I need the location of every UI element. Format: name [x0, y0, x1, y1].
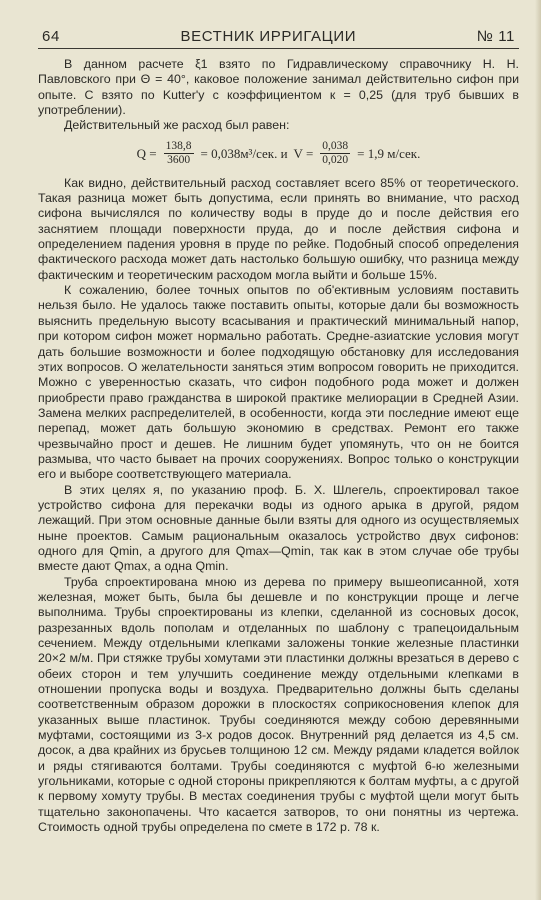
formula-q-fraction — [164, 140, 194, 167]
paragraph: В этих целях я, по указанию проф. Б. Х. Шлегель, спроектировал такое устройство сифона для перекачки воды из одного арыка в другой, рядом лежащий. При этом основные данные были взяты для одного из осуществляемых ныне проектов. Самым рациональным оказалось устройство двух сифонов: одного для Qmin, а другого для Qmax—Qmin, так как в этом случае обе трубы вместе дают Qmax, а одна Qmin. — [38, 482, 519, 574]
formula-v-numerator: 0,038 — [322, 140, 349, 153]
journal-title: ВЕСТНИК ИРРИГАЦИИ — [180, 28, 357, 45]
formula-v-denominator: 0,020 — [322, 154, 349, 167]
paragraph: К сожалению, более точных опытов по об'ективным условиям поставить нельзя было. Не удалось также поставить опыты, которые дали бы возможность выяснить предельную высоту всасывания и практический минимальный напор, при котором сифон может нормально работать. Средне-азиатские условия могут дать большие возможности и более подходящую обстановку для исследования этих вопросов. О желательности заняться этим вопросом говорить не приходится. Можно с уверенностью сказать, что сифон подобного рода может и должен приобрести право гражданства в широкой практике мелиорации в Средней Азии. Замена мелких распределителей, в особенности, когда эти последние имеют еще перепад, может дать большую экономию в средствах. Ремонт его также чрезвычайно прост и дешев. Не лишним будет упомянуть, что он не боится размыва, что часто бывает на прочих сооружениях. Вопрос только о конструкции его и выборе соответствующего материала. — [38, 283, 519, 482]
page-number: 64 — [42, 28, 60, 45]
formula-v-fraction — [320, 140, 350, 167]
issue-number: № 11 — [476, 28, 515, 45]
paragraph: Действительный же расход был равен: — [64, 118, 290, 133]
formula-q-result: = 0,038м³/сек. и — [200, 146, 288, 162]
article-body — [38, 57, 519, 836]
page-header — [38, 28, 519, 49]
formula-q-lhs: Q = — [136, 146, 157, 162]
paragraph: Как видно, действительный расход составляет всего 85% от теоретического. Такая разница может быть допустима, если принять во внимание, что расход сифона вычислялся по количеству воды в пруде до и после действия его заснятием площади поверхности пруда, до и после действия сифона и определением падения уровня в пруде по рейке. Подобный способ определения фактического расхода может дать настолько большую ошибку, что разница между фактическим и теоретическим расходом могла выйти и больше 15%. — [38, 175, 519, 282]
paragraph: В данном расчете ξ1 взято по Гидравлическому справочнику Н. Н. Павловского при Θ = 40°, каковое положение занимал действительно сифон при опыте. С взято по Kutter'у с коэффициентом к = 0,25 (для труб бывших в употреблении). — [38, 57, 519, 118]
discharge-formula — [38, 134, 519, 174]
formula-v-result: = 1,9 м/сек. — [357, 146, 421, 162]
formula-v-lhs: V = — [293, 146, 314, 162]
paragraph: Труба спроектирована мною из дерева по примеру вышеописанной, хотя железная, может быть, была бы дешевле и по конструкции проще и легче выполнима. Трубы спроектированы из клепки, сделанной из сосновых досок, разрезанных вдоль пополам и отделанных по шаблону с трапецоидальным сечением. Между отдельными клепками заложены тонкие железные пластинки 20×2 м/м. При стяжке трубы хомутами эти пластинки должны врезаться в дерево с обеих сторон и тем улучшить соединение между отдельными клепками в отношении пропуска воды и воздуха. Предварительно должны быть сделаны соответственным образом дорожки в плоскостях соприкосновения клепок для указанных выше пластинок. Трубы соединяются между собою деревянными муфтами, состоящими из 3-х родов досок. Внутренний ряд делается из 4,5 см. досок, а два крайних из брусьев толщиною 12 см. Между рядами кладется войлок и ряды стягиваются болтами. Трубы соединяются с муфтой 6-ю железными угольниками, которые с одной стороны прикрепляются к болтам муфты, а с другой к первому хомуту трубы. В местах соединения трубы с муфтой щели могут быть тщательно законопачены. Что касается затворов, то они понятны из чертежа. Стоимость одной трубы определена по смете в 172 р. 78 к. — [38, 574, 519, 835]
page-edge-shadow — [535, 0, 541, 900]
formula-q-numerator: 138,8 — [165, 140, 192, 153]
formula-q-denominator: 3600 — [167, 154, 191, 167]
